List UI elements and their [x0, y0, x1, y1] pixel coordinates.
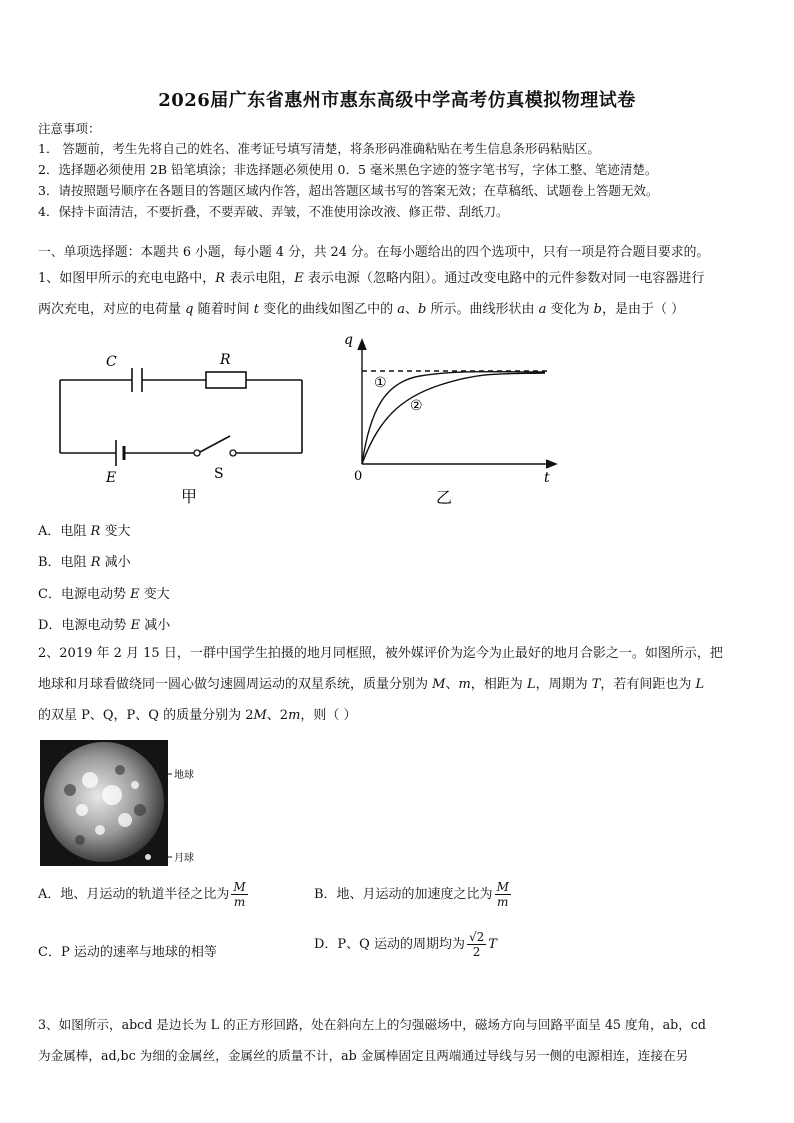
q2-line-1: 2、2019 年 2 月 15 日，一群中国学生拍摄的地月同框照，被外媒评价为迄今为止最好的地月合影之一。如图所示，把	[38, 646, 723, 661]
note-item-3: 3．请按照题号顺序在各题目的答题区域内作答，超出答题区域书写的答案无效；在草稿纸、试题卷上答题无效。	[38, 183, 659, 198]
axis-q-label: q	[344, 332, 353, 348]
q1-option-a: A．电阻 R 变大	[38, 524, 131, 539]
graph-caption: 乙	[436, 488, 453, 507]
curve-2-label: ②	[410, 398, 423, 414]
q2-option-a: A．地、月运动的轨道半径之比为 $\frac{M}{m}$	[38, 880, 246, 909]
note-item-4: 4．保持卡面清洁，不要折叠，不要弄破、弄皱，不准使用涂改液、修正带、刮纸刀。	[38, 204, 509, 219]
note-item-1: 1． 答题前，考生先将自己的姓名、准考证号填写清楚，将条形码准确粘贴在考生信息条形码粘贴区。	[38, 141, 600, 156]
curve-a	[362, 372, 545, 464]
q2-option-b: B．地、月运动的加速度之比为 $\frac{M}{m}$	[314, 880, 509, 909]
page-title: 2026届广东省惠州市惠东高级中学高考仿真模拟物理试卷	[158, 90, 636, 111]
origin-label: 0	[354, 469, 363, 484]
circuit-caption: 甲	[181, 487, 198, 506]
q2-line-2: 地球和月球看做绕同一圆心做匀速圆周运动的双星系统，质量分别为 M、m，相距为 L，周期为 T，若有间距也为 L	[38, 677, 705, 692]
moon-image	[145, 854, 151, 860]
q1-line-1: 1、如图甲所示的充电电路中，R 表示电阻，E 表示电源（忽略内阻）。通过改变电路中的元件参数对同一电容器进行	[38, 271, 705, 286]
charge-time-graph	[340, 330, 560, 510]
circuit-diagram	[50, 340, 320, 510]
section-heading: 一、单项选择题：本题共 6 小题，每小题 4 分，共 24 分。在每小题给出的四个选项中，只有一项是符合题目要求的。	[38, 245, 710, 260]
curve-1-label: ①	[374, 375, 387, 391]
q2-line-3: 的双星 P、Q，P、Q 的质量分别为 2M、2m，则（ ）	[38, 708, 357, 723]
capacitor-label: C	[106, 354, 117, 370]
q1-option-c: C．电源电动势 E 变大	[38, 587, 170, 602]
earth-moon-photo	[40, 740, 220, 870]
switch-label: S	[214, 466, 224, 482]
note-item-2: 2．选择题必须使用 2B 铅笔填涂；非选择题必须使用 0．5 毫米黑色字迹的签字笔书写，字体工整、笔迹清楚。	[38, 162, 658, 177]
q3-line-1: 3、如图所示，abcd 是边长为 L 的正方形回路，处在斜向左上的匀强磁场中，磁场方向与回路平面呈 45 度角，ab，cd	[38, 1017, 706, 1032]
resistor-label: R	[220, 352, 231, 368]
q1-option-b: B．电阻 R 减小	[38, 555, 131, 570]
notes-heading: 注意事项：	[38, 121, 101, 136]
q2-option-d: D．P、Q 运动的周期均为 $\frac{√2}{2}$ T	[314, 930, 497, 959]
earth-image	[44, 742, 164, 862]
q3-line-2: 为金属棒，ad,bc 为细的金属丝，金属丝的质量不计，ab 金属棒固定且两端通过导线与另一侧的电源相连，连接在另	[38, 1048, 689, 1063]
q1-option-d: D．电源电动势 E 减小	[38, 618, 171, 633]
axis-t-label: t	[544, 470, 550, 486]
moon-label: 月球	[174, 853, 194, 864]
q1-line-2: 两次充电，对应的电荷量 q 随着时间 t 变化的曲线如图乙中的 a、b 所示。曲线形状由 a 变化为 b，是由于（ ）	[38, 302, 685, 317]
q2-option-c: C．P 运动的速率与地球的相等	[38, 945, 217, 960]
source-label: E	[106, 470, 117, 486]
curve-b	[362, 373, 545, 464]
earth-label: 地球	[174, 770, 194, 781]
